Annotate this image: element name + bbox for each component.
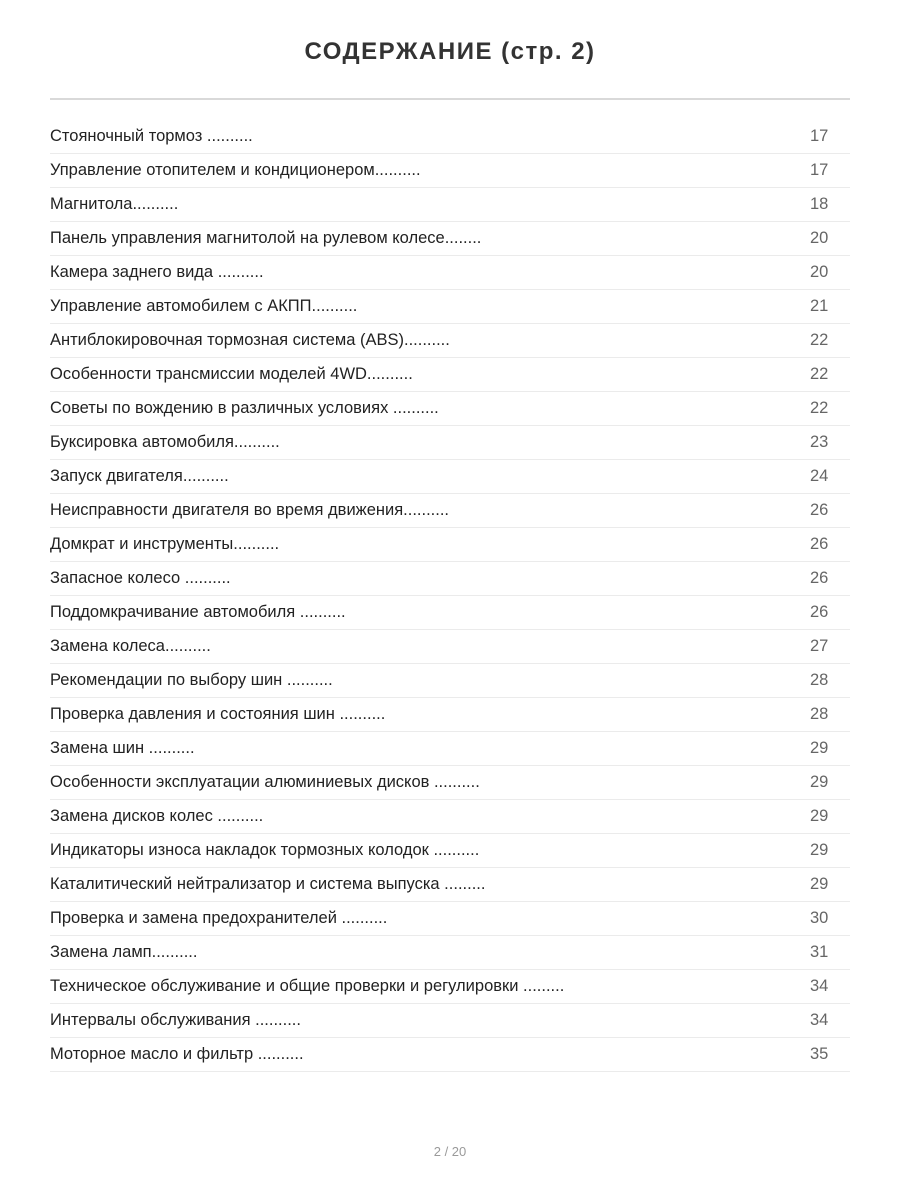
toc-entry-page-number: 31 [810,943,829,961]
toc-entry[interactable] [50,1004,850,1038]
toc-entry-page-number: 26 [810,569,829,587]
toc-entry-page-number: 28 [810,671,829,689]
toc-entry[interactable] [50,324,850,358]
toc-entry-page-number: 20 [810,263,829,281]
toc-entry[interactable] [50,596,850,630]
toc-entry-title: Техническое обслуживание и общие проверки и регулировки ......... [50,977,565,995]
toc-entry-page-number: 34 [810,1011,829,1029]
toc-entry-title: Особенности трансмиссии моделей 4WD.......... [50,365,413,383]
toc-entry-title: Магнитола.......... [50,195,179,213]
toc-entry-title: Особенности эксплуатации алюминиевых дисков .......... [50,773,480,791]
toc-entry-page-number: 26 [810,535,829,553]
toc-entry-title: Индикаторы износа накладок тормозных колодок .......... [50,841,480,859]
toc-entry-title: Буксировка автомобиля.......... [50,433,280,451]
toc-entry[interactable] [50,290,850,324]
table-of-contents [50,120,850,1072]
toc-entry-title: Каталитический нейтрализатор и система выпуска ......... [50,875,486,893]
toc-entry-page-number: 20 [810,229,829,247]
toc-entry[interactable] [50,154,850,188]
toc-entry[interactable] [50,936,850,970]
toc-entry-page-number: 23 [810,433,829,451]
toc-entry[interactable] [50,120,850,154]
toc-entry[interactable] [50,868,850,902]
toc-entry-page-number: 30 [810,909,829,927]
toc-entry-title: Запуск двигателя.......... [50,467,229,485]
toc-entry[interactable] [50,630,850,664]
toc-entry-page-number: 34 [810,977,829,995]
toc-entry-title: Антиблокировочная тормозная система (ABS).......... [50,331,450,349]
toc-entry[interactable] [50,766,850,800]
toc-entry[interactable] [50,426,850,460]
toc-entry-page-number: 29 [810,739,829,757]
toc-entry-title: Замена ламп.......... [50,943,198,961]
page-indicator: 2 / 20 [433,1144,467,1159]
toc-entry[interactable] [50,732,850,766]
toc-entry-title: Стояночный тормоз .......... [50,127,253,145]
toc-entry[interactable] [50,902,850,936]
toc-entry-page-number: 27 [810,637,829,655]
toc-entry-page-number: 29 [810,807,829,825]
toc-entry-title: Интервалы обслуживания .......... [50,1011,301,1029]
toc-entry[interactable] [50,698,850,732]
toc-entry-page-number: 29 [810,841,829,859]
toc-entry[interactable] [50,664,850,698]
toc-entry-page-number: 26 [810,501,829,519]
toc-entry-page-number: 24 [810,467,829,485]
toc-entry[interactable] [50,562,850,596]
toc-entry-title: Неисправности двигателя во время движения.......... [50,501,449,519]
title-divider [50,98,850,100]
toc-entry-page-number: 18 [810,195,829,213]
toc-entry[interactable] [50,494,850,528]
toc-entry[interactable] [50,358,850,392]
toc-entry-title: Рекомендации по выбору шин .......... [50,671,333,689]
toc-entry-page-number: 29 [810,773,829,791]
toc-entry[interactable] [50,460,850,494]
toc-entry-page-number: 17 [810,127,829,145]
toc-entry-title: Моторное масло и фильтр .......... [50,1045,304,1063]
toc-entry[interactable] [50,528,850,562]
toc-entry-page-number: 35 [810,1045,829,1063]
page-title: СОДЕРЖАНИЕ (стр. 2) [304,38,596,65]
toc-entry-page-number: 22 [810,399,829,417]
toc-entry-page-number: 28 [810,705,829,723]
toc-entry[interactable] [50,256,850,290]
toc-entry-title: Домкрат и инструменты.......... [50,535,280,553]
toc-entry-title: Замена колеса.......... [50,637,211,655]
toc-entry[interactable] [50,1038,850,1072]
toc-entry-page-number: 22 [810,365,829,383]
toc-entry-title: Запасное колесо .......... [50,569,231,587]
toc-entry-title: Проверка и замена предохранителей .......... [50,909,388,927]
toc-entry-title: Замена дисков колес .......... [50,807,264,825]
toc-entry-page-number: 26 [810,603,829,621]
toc-entry-title: Управление автомобилем с АКПП.......... [50,297,358,315]
toc-entry-page-number: 29 [810,875,829,893]
toc-entry-title: Замена шин .......... [50,739,195,757]
toc-entry-title: Проверка давления и состояния шин .......... [50,705,386,723]
toc-entry[interactable] [50,188,850,222]
toc-entry[interactable] [50,800,850,834]
toc-entry-page-number: 17 [810,161,829,179]
toc-entry-title: Поддомкрачивание автомобиля .......... [50,603,346,621]
toc-entry-title: Камера заднего вида .......... [50,263,264,281]
toc-entry-title: Управление отопителем и кондиционером.......... [50,161,421,179]
toc-entry[interactable] [50,222,850,256]
toc-entry-title: Панель управления магнитолой на рулевом колесе........ [50,229,482,247]
toc-entry[interactable] [50,392,850,426]
toc-entry-page-number: 22 [810,331,829,349]
toc-entry-title: Советы по вождению в различных условиях .......... [50,399,439,417]
toc-entry-page-number: 21 [810,297,829,315]
toc-entry[interactable] [50,834,850,868]
toc-entry[interactable] [50,970,850,1004]
